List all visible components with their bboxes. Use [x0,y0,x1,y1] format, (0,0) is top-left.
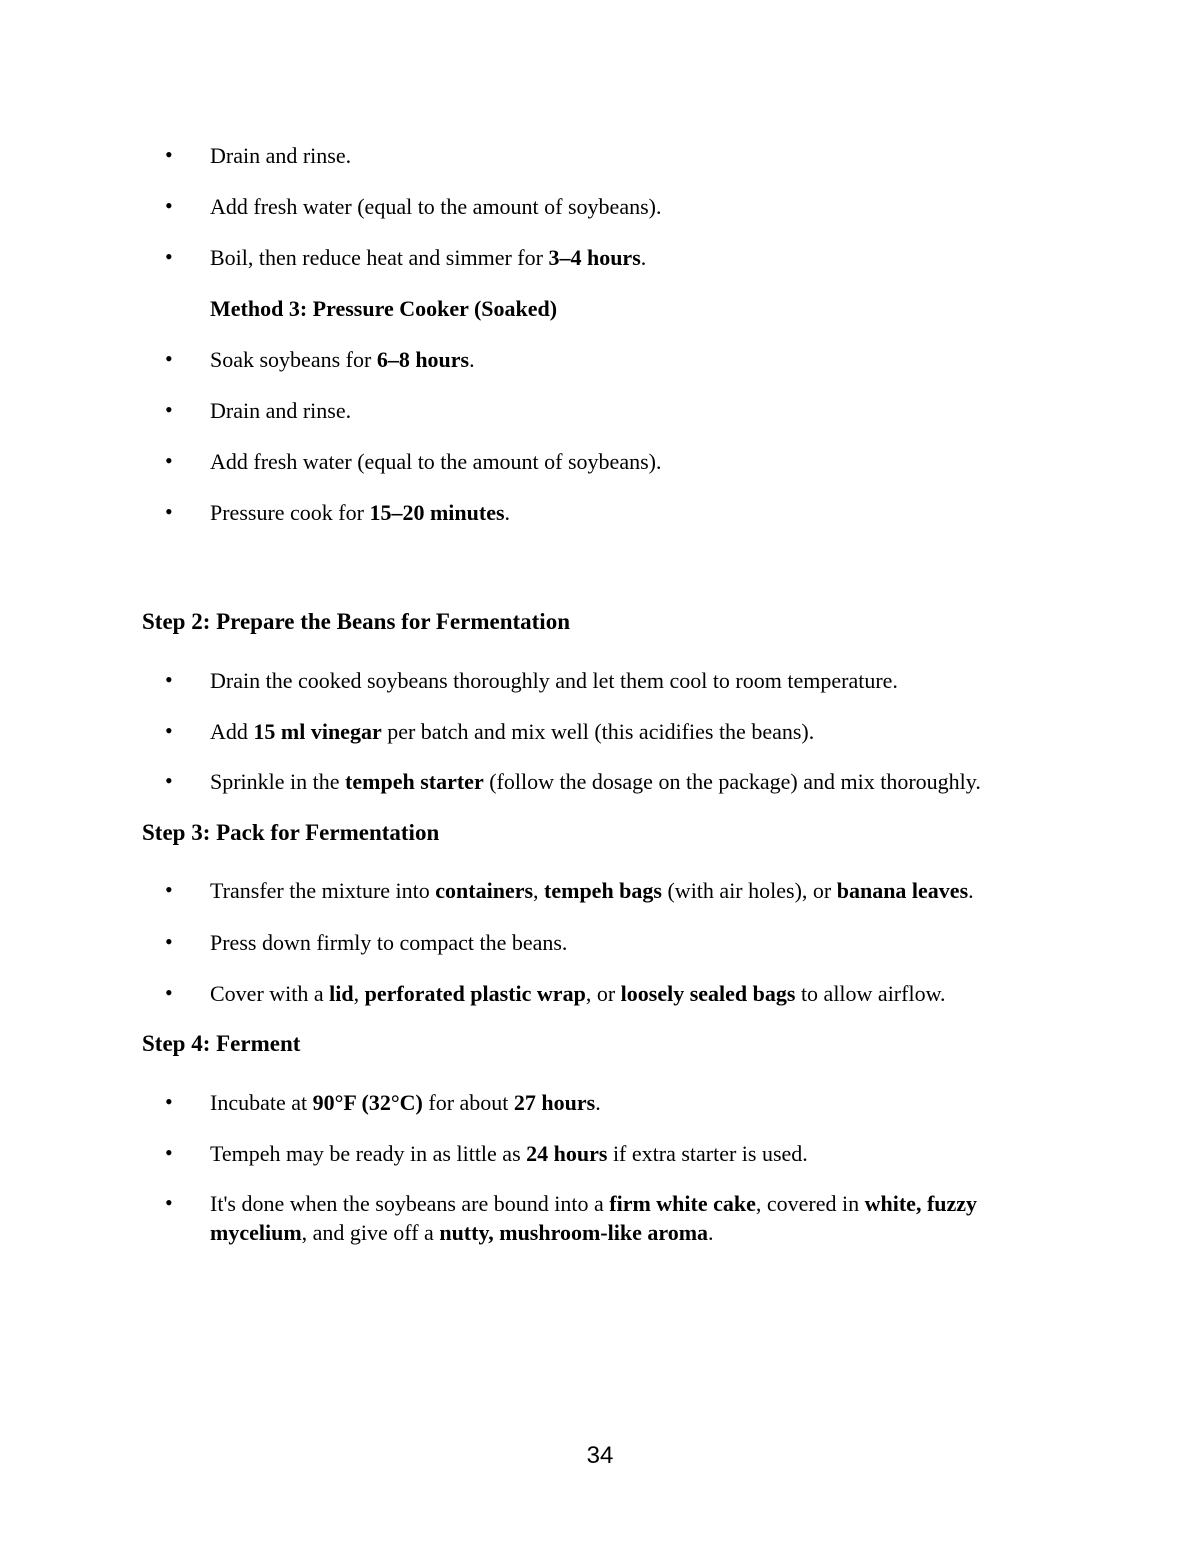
text-line [210,243,1060,272]
bold-text: 15 ml vinegar [253,719,382,744]
text: if extra starter is used. [607,1141,808,1166]
text: It's done when the soybeans are bound into a [210,1191,610,1216]
bold-text: containers [435,878,534,903]
bullet-icon: • [165,877,173,902]
bold-text: 24 hours [526,1141,608,1166]
text-line [210,498,1060,527]
bold-text: 3–4 hours [548,245,641,270]
list-item [165,979,1060,1008]
page-number: 34 [586,1442,614,1469]
bullet-icon: • [165,768,173,793]
text-line [210,345,1060,374]
text-line [210,396,1060,425]
text: Drain and rinse. [210,143,352,168]
bold-text: lid [329,981,354,1006]
text-line [210,767,1060,796]
text: Boil, then reduce heat and simmer for [210,245,549,270]
text-line [210,141,1060,170]
text-line [142,1029,1060,1058]
bullet-icon: • [165,718,173,743]
bold-text: Step 3: Pack for Fermentation [142,820,440,845]
bold-text: 15–20 minutes [369,500,505,525]
bold-text: banana leaves [836,878,969,903]
text-line [210,1139,1060,1168]
text: Transfer the mixture into [210,878,436,903]
text-line [210,979,1060,1008]
text: Incubate at [210,1090,313,1115]
bold-text: 6–8 hours [376,347,470,372]
text-line [210,717,1060,746]
text-line [210,876,1060,905]
list-item [165,1189,1060,1247]
list-item [165,666,1060,695]
step-heading [142,607,1060,636]
text: (follow the dosage on the package) and mix thoroughly. [483,769,981,794]
bullet-icon: • [165,1089,173,1114]
text-line [210,1218,1060,1247]
text: . [595,1090,601,1115]
text: Add fresh water (equal to the amount of soybeans). [210,449,662,474]
bullet-icon: • [165,448,173,473]
bullet-icon: • [165,980,173,1005]
bullet-icon: • [165,397,173,422]
list-item [165,396,1060,425]
text: Tempeh may be ready in as little as [210,1141,527,1166]
method-heading [210,294,1060,323]
text: Add [210,719,254,744]
text: . [469,347,475,372]
text: , or [585,981,621,1006]
list-item [165,141,1060,170]
text-line [210,928,1060,957]
bullet-icon: • [165,1140,173,1165]
bold-text: Method 3: Pressure Cooker (Soaked) [210,296,558,321]
text-line [142,818,1060,847]
bold-text: 27 hours [513,1090,596,1115]
text: Pressure cook for [210,500,370,525]
list-item [165,192,1060,221]
list-item [165,447,1060,476]
text-line [210,192,1060,221]
bold-text: loosely sealed bags [620,981,796,1006]
text: Cover with a [210,981,330,1006]
bullet-icon: • [165,1190,173,1215]
bullet-icon: • [165,499,173,524]
text: . [504,500,511,525]
bullet-icon: • [165,346,173,371]
text: , covered in [755,1191,865,1216]
text: per batch and mix well (this acidifies the beans). [381,719,815,744]
text: , [353,981,365,1006]
text-line [210,294,1060,323]
text-line [210,1189,1060,1218]
bold-text: tempeh bags [544,878,662,903]
text: Sprinkle in the [210,769,346,794]
bold-text: tempeh starter [345,769,484,794]
bold-text: perforated plastic wrap [364,981,586,1006]
text: (with air holes), or [661,878,837,903]
bold-text: firm white cake [609,1191,756,1216]
bullet-icon: • [165,193,173,218]
text: . [708,1220,714,1245]
text: , and give off a [301,1220,440,1245]
bullet-icon: • [165,244,173,269]
text-line [142,607,1060,636]
text-line [210,447,1060,476]
text: . [640,245,647,270]
list-item [165,717,1060,746]
text: , [533,878,545,903]
text: for about [422,1090,514,1115]
text: Drain the cooked soybeans thoroughly and let them cool to room temperature. [210,668,898,693]
list-item [165,243,1060,272]
list-item [165,345,1060,374]
list-item [165,876,1060,905]
bold-text: nutty, mushroom-like aroma [439,1220,709,1245]
list-item [165,767,1060,796]
bold-text: Step 4: Ferment [142,1031,301,1056]
list-item [165,928,1060,957]
text: to allow airflow. [795,981,946,1006]
bullet-icon: • [165,929,173,954]
step-heading [142,1029,1060,1058]
bold-text: white, fuzzy [864,1191,978,1216]
bullet-icon: • [165,142,173,167]
text-line [210,666,1060,695]
text: Add fresh water (equal to the amount of soybeans). [210,194,662,219]
list-item [165,1139,1060,1168]
text: . [968,878,974,903]
text: Press down firmly to compact the beans. [210,930,568,955]
bold-text: mycelium [210,1220,302,1245]
bold-text: 90°F (32°C) [312,1090,423,1115]
list-item [165,1088,1060,1117]
list-item [165,498,1060,527]
text-line [210,1088,1060,1117]
text: Drain and rinse. [210,398,352,423]
step-heading [142,818,1060,847]
bullet-icon: • [165,667,173,692]
bold-text: Step 2: Prepare the Beans for Fermentation [142,609,570,634]
text: Soak soybeans for [210,347,377,372]
